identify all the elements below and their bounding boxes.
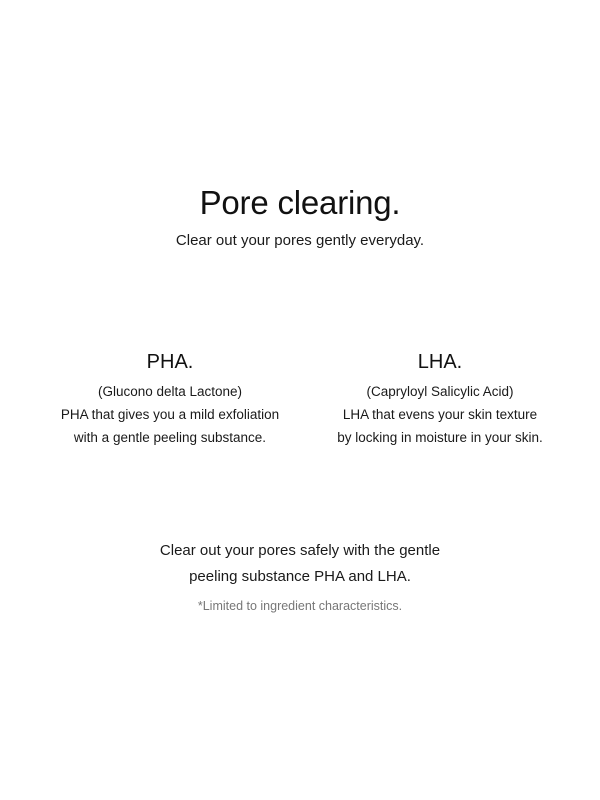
summary-line: peeling substance PHA and LHA.	[189, 568, 411, 585]
ingredient-description-line: with a gentle peeling substance.	[73, 430, 267, 445]
ingredient-name: PHA.	[146, 351, 194, 373]
ingredient-description-line: LHA that evens your skin texture	[342, 407, 538, 422]
disclaimer-note: *Limited to ingredient characteristics.	[197, 599, 403, 613]
ingredient-description-line: by locking in moisture in your skin.	[337, 430, 543, 445]
page-title: Pore clearing.	[199, 184, 401, 221]
ingredient-name: LHA.	[417, 351, 463, 373]
ingredient-lha	[300, 346, 580, 449]
page-subtitle: Clear out your pores gently everyday.	[175, 232, 425, 249]
ingredient-chemical-name: (Capryloyl Salicylic Acid)	[366, 384, 514, 399]
ingredient-pha	[30, 346, 310, 449]
summary-text	[0, 538, 600, 590]
summary-line: Clear out your pores safely with the gentle	[159, 542, 441, 559]
ingredient-description-line: PHA that gives you a mild exfoliation	[60, 407, 280, 422]
ingredient-chemical-name: (Glucono delta Lactone)	[97, 384, 243, 399]
